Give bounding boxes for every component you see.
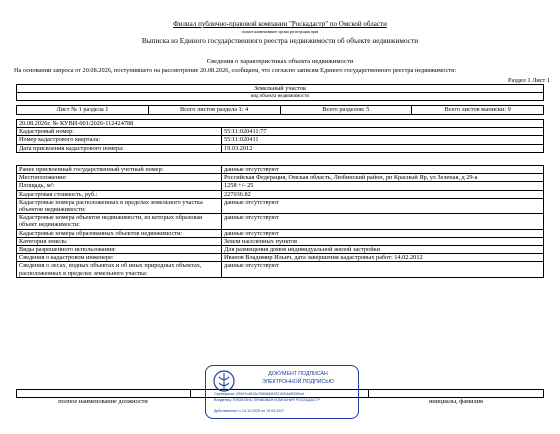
signature-divider	[368, 389, 369, 397]
table-row	[17, 136, 544, 144]
table-row	[17, 237, 544, 245]
row-label: Кадастровый номер:	[17, 128, 222, 136]
identification-table	[16, 119, 544, 153]
org-caption: полное наименование органа регистрации прав	[241, 30, 319, 34]
signature-divider	[190, 389, 191, 397]
row-value: Для размещения домов индивидуальной жилой застройки	[222, 246, 544, 254]
table-row	[17, 246, 544, 254]
characteristics-table	[16, 165, 544, 278]
doc-subtitle: Сведения о характеристиках объекта недвижимости	[206, 58, 354, 65]
row-value: 227036.82	[222, 190, 544, 198]
sheets-total: Всего листов выписки: 9	[412, 106, 544, 114]
doc-reference: 20.08.2026г. № КУВИ-001/2026-112424788	[17, 120, 544, 128]
object-type: Земельный участок	[17, 85, 544, 93]
row-label: Дата присвоения кадастрового номера:	[17, 144, 222, 152]
table-row	[17, 214, 544, 229]
row-label: Кадастровая стоимость, руб.:	[17, 190, 222, 198]
row-value: 19.03.2012	[222, 144, 544, 152]
row-label: Категория земель:	[17, 237, 222, 245]
row-value: 55:11:020411:77	[222, 128, 544, 136]
name-caption: инициалы, фамилия	[429, 398, 483, 405]
position-caption: полное наименование должности	[58, 398, 148, 405]
row-value: Иванов Владимир Ильич, дата завершения кадастровых работ: 14.02.2012	[222, 254, 544, 262]
table-row	[17, 190, 544, 198]
table-row	[17, 254, 544, 262]
row-value: данные отсутствуют	[222, 166, 544, 174]
table-row	[17, 144, 544, 152]
object-caption: вид объекта недвижимости	[17, 93, 544, 101]
table-row	[17, 166, 544, 174]
row-label: Виды разрешенного использования:	[17, 246, 222, 254]
row-label: Ранее присвоенный государственный учетный номер:	[17, 166, 222, 174]
stamp-owner: Владелец: ПУБЛИЧНО-ПРАВОВАЯ КОМПАНИЯ РОСКАДАСТР	[214, 398, 320, 402]
row-label: Сведения о лесах, водных объектах и об иных природных объектах, расположенных в пределах земельного участка:	[17, 262, 222, 277]
sections-total: Всего разделов: 5	[280, 106, 412, 114]
row-value: 55:11:020411	[222, 136, 544, 144]
table-row	[17, 182, 544, 190]
row-label: Кадастровые номера объектов недвижимости, из которых образован объект недвижимости:	[17, 214, 222, 229]
sheet-number: Лист № 1 раздела 1	[17, 106, 149, 114]
row-value: данные отсутствуют	[222, 229, 544, 237]
signature-divider	[543, 389, 544, 397]
signature-divider	[16, 389, 17, 397]
row-value: Земли населенных пунктов	[222, 237, 544, 245]
doc-title: Выписка из Единого государственного реестра недвижимости об объекте недвижимости	[141, 36, 419, 45]
stamp-line1: ДОКУМЕНТ ПОДПИСАН	[268, 371, 328, 377]
section-sheet: Раздел 1 Лист 1	[507, 77, 550, 84]
row-label: Местоположение:	[17, 174, 222, 182]
table-row	[17, 174, 544, 182]
row-label: Кадастровые номера образованных объектов недвижимости:	[17, 229, 222, 237]
request-text: На основании запроса от 20.08.2026, поступившего на рассмотрение 20.08.2026, сообщаем, что согласно записям Единого государственного реестра недвижимости:	[14, 67, 457, 74]
row-label: Сведения о кадастровом инженере:	[17, 254, 222, 262]
stamp-line2: ЭЛЕКТРОННОЙ ПОДПИСЬЮ	[262, 379, 334, 385]
row-value: данные отсутствуют	[222, 198, 544, 213]
row-label: Кадастровые номера расположенных в пределах земельного участка объектов недвижимости:	[17, 198, 222, 213]
row-value: данные отсутствуют	[222, 262, 544, 277]
row-value: Российская Федерация, Омская область, Любинский район, рп Красный Яр, ул Зеленая, д 29-а	[222, 174, 544, 182]
row-label: Площадь, м²:	[17, 182, 222, 190]
row-value: данные отсутствуют	[222, 214, 544, 229]
org-name: Филиал публично-правовой компании "Роскадастр" по Омской области	[173, 20, 387, 28]
summary-table	[16, 84, 544, 115]
table-row	[17, 198, 544, 213]
row-label: Номер кадастрового квартала:	[17, 136, 222, 144]
table-row	[17, 229, 544, 237]
stamp-certificate: Сертификат: 03997c4810e7650660f33210f34d0f25f5a4	[214, 392, 305, 396]
row-value: 1258 +/- 25	[222, 182, 544, 190]
e-signature-stamp	[205, 365, 359, 419]
table-row	[17, 128, 544, 136]
stamp-valid: Действителен: с 24.12.2025 по 19.03.2027	[214, 409, 285, 413]
table-row	[17, 262, 544, 277]
sheets-in-section: Всего листов раздела 1: 4	[148, 106, 280, 114]
